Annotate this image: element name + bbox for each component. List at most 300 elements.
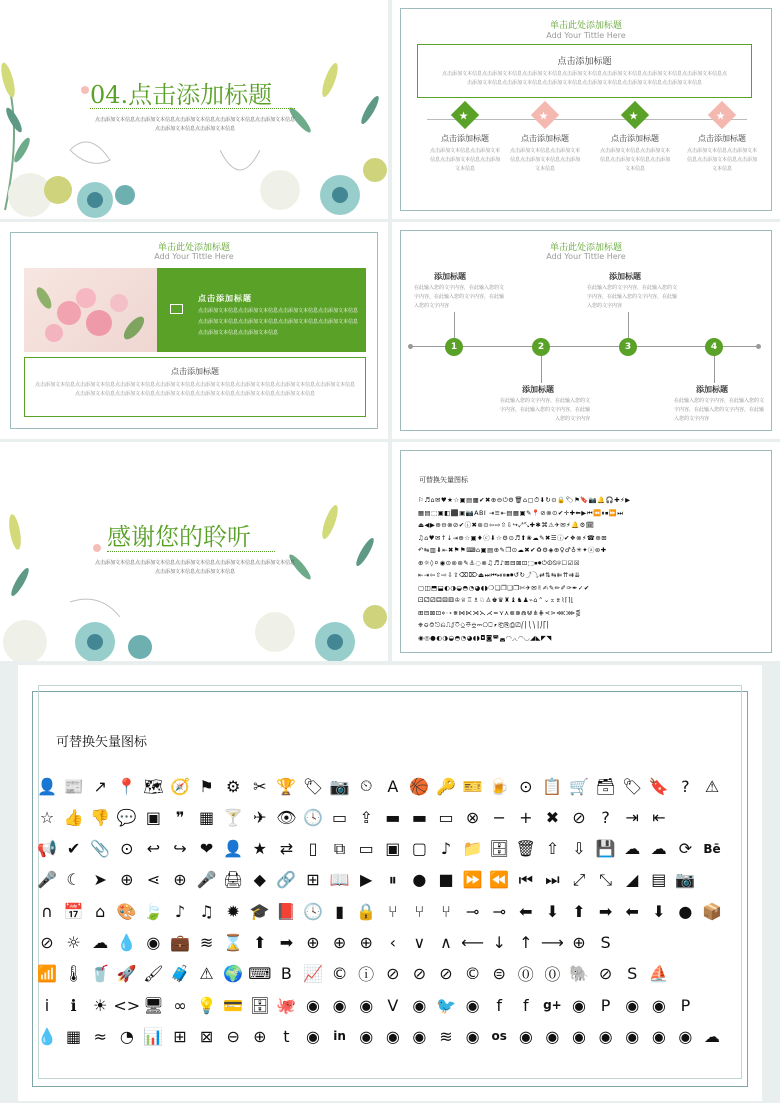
micro-row: ⚀⚁⚂⚃⚄⚅♔♕♖♗♘♙♚♛♜♝♞♟⌁⌂⌃⌄⌅⌆⌇⌈⌉⌊ <box>418 596 574 604</box>
star-icon: ★ <box>458 109 469 123</box>
vector-icon: 🗑 <box>515 839 536 859</box>
vector-icon: ★ <box>252 839 267 859</box>
micro-row: ⏏◀▶⊕⊖⊗⊘✔ⓘ✖⊛⊙⇦⇨⇧⇩↪⤢⤡✚✱⌘⚠✈✉⚡🔔⚙🗓 <box>418 521 595 529</box>
vector-icon: 🔖 <box>648 776 669 796</box>
vector-icon: ⓪ <box>517 965 534 985</box>
vector-icon: 📈 <box>303 964 323 984</box>
vector-icon: ↗ <box>93 776 107 796</box>
vector-icon: 📖 <box>329 870 350 890</box>
vector-icon: ⇪ <box>359 807 373 827</box>
icon-sheet-title: 可替换矢量图标 <box>419 476 468 484</box>
vector-icon: 📁 <box>462 839 483 859</box>
vector-icon: ≈ <box>93 1026 107 1046</box>
vector-icon: 🥤 <box>90 964 111 984</box>
connector <box>454 312 455 339</box>
vector-icon: g+ <box>543 998 562 1013</box>
star-icon: ★ <box>628 109 639 123</box>
vector-icon: A <box>387 776 399 796</box>
vector-icon: ⊗ <box>465 807 480 827</box>
vector-icon: ✹ <box>226 901 240 921</box>
vector-icon: 🎤 <box>37 870 57 890</box>
flower-illustration <box>24 268 157 352</box>
vector-icon: 🐙 <box>276 995 297 1015</box>
vector-icon: ↪ <box>173 839 187 859</box>
vector-icon: 💾 <box>595 839 616 859</box>
vector-icon: ⊕ <box>332 933 347 952</box>
vector-icon: ⟶ <box>540 933 564 952</box>
vector-icon: ℹ <box>70 995 77 1015</box>
vector-icon: ➡ <box>598 901 613 921</box>
vector-icon: ⊕ <box>359 933 373 952</box>
vector-icon: S <box>600 933 611 952</box>
vector-icon: ⬇ <box>545 901 560 921</box>
star-badge <box>621 101 649 129</box>
vector-icon: Bē <box>703 841 721 856</box>
vector-icon: ◉ <box>465 995 480 1015</box>
vector-icon: ⬅ <box>519 901 533 921</box>
vector-icon: ◢ <box>626 870 639 890</box>
vector-icon: ⊘ <box>412 964 427 984</box>
vector-icon: P <box>680 995 691 1015</box>
star-icon: ★ <box>538 109 549 123</box>
slide-icon-sheet-small[interactable] <box>392 442 780 661</box>
step-circle-3: 3 <box>619 338 637 356</box>
item-1 <box>420 105 510 174</box>
vector-icon: ☼ <box>66 933 81 952</box>
vector-icon: ▬ <box>411 807 427 827</box>
vector-icon: 🔑 <box>436 776 456 796</box>
vector-icon: 🌍 <box>223 964 244 984</box>
vector-icon: 🐦 <box>436 995 456 1015</box>
vector-icon: ▦ <box>66 1026 82 1046</box>
vector-icon: ◉ <box>306 995 320 1015</box>
bottom-box-text: 点击添加文本信息点击添加文本信息点击添加文本信息点击添加文本信息点击添加文本信息点击添加文本信息点击添加文本信息点击添加文本信息点击添加文本信息点击添加文本信息点击添加文本信息点击添加文本信息点击添加文本信息点击添加文本信息 <box>35 382 356 397</box>
vector-icon: 📕 <box>276 901 297 921</box>
vector-icon: ⇄ <box>279 839 294 859</box>
vector-icon: ◉ <box>651 995 666 1015</box>
micro-row: ⚐♬⌂✉♥★☆▣▤▦✔✖⊕⊖⏻⚙🗑⌂▢⏱⬇↻⊙🔒🏷⚑🔖📷🔔🎧✚⚡▶ <box>418 496 631 504</box>
vector-icon: ◉ <box>146 933 161 952</box>
vector-icon: ⓪ <box>544 965 561 985</box>
vector-icon: 🚀 <box>116 964 137 984</box>
vector-icon: ⑂ <box>387 901 398 921</box>
vector-icon: ◉ <box>625 995 640 1015</box>
vector-icon: 💡 <box>196 995 217 1015</box>
green-panel <box>157 268 366 352</box>
vector-icon: ◔ <box>119 1026 134 1046</box>
slide-four-items[interactable] <box>392 0 780 219</box>
micro-row: ▢◫⬒⬓◐◑◒◓◔◕◖◗❍❏❐❑❒✄✈✉✌✍✎✏✐✑✒✓✔ <box>418 583 590 592</box>
vector-icon: B <box>280 964 292 984</box>
vector-icon: ⇧ <box>545 839 560 859</box>
vector-icon: 💼 <box>170 933 190 952</box>
vector-icon: ⤢ <box>572 869 586 889</box>
vector-icon: ⊘ <box>40 933 54 952</box>
micro-row: ⇤⇥⇦⇧⇨⇩⇪⌫⌦⏏⏭⏮⏯⏸⏹⏺↺↻⤴⤵⇄⇅⇆⇇⇈⇉⇊ <box>418 571 581 579</box>
star-badge <box>451 101 479 129</box>
vector-icon: ▤ <box>651 870 667 890</box>
vector-icon: 🎤 <box>196 870 217 890</box>
vector-icon: ☆ <box>39 807 55 827</box>
vector-icon: ∞ <box>173 995 187 1015</box>
vector-icon: ◉ <box>465 1026 480 1046</box>
vector-icon: ▬ <box>385 807 401 827</box>
vector-icon: ? <box>601 807 610 827</box>
vector-icon: 🌡 <box>63 964 84 984</box>
vector-icon: 📊 <box>143 1026 164 1046</box>
item-title: 点击添加标题 <box>441 134 489 143</box>
slide-timeline[interactable] <box>392 222 780 439</box>
vector-icon: ≋ <box>439 1026 453 1046</box>
vector-icon: 🏷 <box>302 776 324 796</box>
connector <box>714 356 715 383</box>
step-body: 在此输入您的文字内容，在此输入您的文字内容，在此输入您的文字内容，在此输入您的文字内容 <box>674 398 765 422</box>
vector-icon: ◉ <box>572 995 586 1015</box>
vector-icon: 🖨 <box>223 870 244 890</box>
vector-icon: os <box>491 1029 507 1044</box>
slide-title: 单击此处添加标题 <box>549 243 622 253</box>
vector-icon: ⊘ <box>439 964 453 984</box>
vector-icon: ◆ <box>253 870 266 890</box>
item-title: 点击添加标题 <box>698 134 746 143</box>
vector-icon: 📷 <box>329 776 350 796</box>
vector-icon: ⏸ <box>388 869 397 889</box>
step-title: 添加标题 <box>434 272 466 281</box>
vector-icon: ◉ <box>359 1026 374 1046</box>
vector-icon: ☁ <box>704 1026 720 1046</box>
vector-icon: ⊠ <box>199 1026 214 1046</box>
vector-icon: ◉ <box>412 1026 427 1046</box>
vector-icon: ⇤ <box>652 807 666 827</box>
vector-icon: ◉ <box>572 1026 586 1046</box>
monitor-icon <box>170 304 183 314</box>
vector-icon: ⏭ <box>545 869 560 889</box>
vector-icon: 🗺 <box>143 776 164 796</box>
vector-icon: 👁 <box>276 807 297 827</box>
vector-icon: 📢 <box>37 839 57 859</box>
vector-icon: ‹ <box>389 933 396 952</box>
vector-icon: 🔗 <box>276 870 297 890</box>
green-panel-text: 点击添加文本信息点击添加文本信息点击添加文本信息点击添加文本信息点击添加文本信息点击添加文本信息点击添加文本信息点击添加文本信息点击添加文本信息点击添加文本信息 <box>198 308 359 336</box>
vector-icon: ⊘ <box>572 807 586 827</box>
vector-icon: + <box>519 807 533 827</box>
vector-icon: ◉ <box>625 1026 640 1046</box>
vector-icon: ⌂ <box>95 901 106 921</box>
vector-icon: 🏀 <box>409 776 430 796</box>
vector-icon: ⊕ <box>572 933 586 952</box>
vector-icon: 📶 <box>37 964 57 984</box>
item-title: 点击添加标题 <box>611 134 659 143</box>
vector-icon: ⌨ <box>248 964 272 984</box>
vector-icon: ◉ <box>518 1026 533 1046</box>
vector-icon: 📷 <box>675 870 696 890</box>
vector-icon: ⬅ <box>625 901 639 921</box>
thank-you-body: 点击添加文本信息点击添加文本信息点击添加文本信息点击添加文本信息点击添加文本信息点击添加文本信息点击添加文本信息 <box>95 560 296 575</box>
vector-icon: ∩ <box>41 901 53 921</box>
vector-icon: ♫ <box>199 901 214 921</box>
vector-icon: 🖥 <box>143 995 164 1015</box>
vector-icon: t <box>283 1026 290 1046</box>
vector-icon: ⓘ <box>358 965 375 985</box>
micro-row: ♫⌂♥✉↑↓⇥⊕☆▣♦ⓒ⬇☆⚙⊙♬⬆❀☁✎✖☰ⓘ✔❖⊗⚡☎⊕⊞ <box>418 533 608 542</box>
vector-icon: 💬 <box>116 807 137 827</box>
vector-icon: ⊞ <box>173 1026 187 1046</box>
vector-icon: ⊘ <box>598 964 613 984</box>
micro-icon-grid <box>418 494 763 644</box>
vector-icon: 📍 <box>116 776 137 796</box>
vector-icon: ▭ <box>332 807 348 827</box>
vector-icon: ⇥ <box>625 807 639 827</box>
section-title: 04.点击添加标题 <box>90 81 273 109</box>
vector-icon: ⊜ <box>492 964 506 984</box>
step-circle-4: 4 <box>705 338 723 356</box>
vector-icon: 🎨 <box>116 901 137 921</box>
vector-icon: ⚠ <box>704 776 720 796</box>
vector-icon: 🏷 <box>622 776 643 796</box>
vector-icon: ⏩ <box>462 870 483 890</box>
slide-icon-sheet-large[interactable] <box>18 665 762 1101</box>
step-text-3 <box>587 271 677 311</box>
vector-icon: ✈ <box>253 807 267 827</box>
micro-row: ⎈⎉⎊⎋⎌⎍⎎⎏⎐⎑⎒⎓⎔⎕⎖⎗⎘⎙⎚⎛⎜⎝⎞⎟⎠⎡⎢ <box>418 621 551 629</box>
vector-icon: ▶ <box>360 870 373 890</box>
item-4 <box>677 105 767 174</box>
vector-icon: <> <box>113 995 141 1015</box>
vector-icon: 👤 <box>37 776 57 796</box>
green-panel-title: 点击添加标题 <box>198 294 252 303</box>
vector-icon: ⏮ <box>518 869 533 889</box>
vector-icon: ◉ <box>598 1026 613 1046</box>
vector-icon: ⑂ <box>414 901 425 921</box>
vector-icon: 👤 <box>223 839 244 859</box>
timeline-dot-left <box>408 344 413 349</box>
slide-section-title[interactable] <box>0 0 388 219</box>
vector-icon: ⑂ <box>441 901 451 921</box>
vector-icon: ▦ <box>199 807 215 827</box>
micro-row: ⊕☼◊⚪◉⊙⊚⊛✎⚓◌⊗♫♬♪⊞⊟⊠⊡⬚⏹⏺⏻⏼⍉⍟☐☑☒ <box>418 558 581 567</box>
vector-icon: ⊸ <box>492 901 506 921</box>
vector-icon: ⚙ <box>226 776 241 796</box>
vector-icon: ☾ <box>66 870 81 890</box>
vector-icon: © <box>331 964 348 984</box>
item-2 <box>500 105 590 174</box>
bottom-box-title: 点击添加标题 <box>171 367 219 376</box>
vector-icon: 🖌 <box>143 964 164 984</box>
vector-icon: ⏪ <box>489 870 510 890</box>
vector-icon: ◉ <box>359 995 374 1015</box>
vector-icon: 👍 <box>63 807 84 827</box>
vector-icon: ∧ <box>440 933 452 952</box>
vector-icon: 📅 <box>63 901 84 921</box>
vector-icon: P <box>600 995 611 1015</box>
vector-icon: ⬆ <box>253 933 267 952</box>
vector-icon: ⚠ <box>199 964 214 984</box>
vector-icon: ⊕ <box>120 870 134 890</box>
vector-icon: f <box>522 995 529 1015</box>
vector-icon: ⬆ <box>572 901 586 921</box>
vector-icon: ✔ <box>66 839 81 859</box>
item-text: 点击添加文本信息点击添加文本信息点击添加文本信息点击添加文本信息 <box>510 148 581 172</box>
star-badge <box>708 101 736 129</box>
vector-icon: 🗄 <box>249 995 270 1015</box>
vector-icon: 🏆 <box>276 776 297 796</box>
connector <box>628 312 629 339</box>
vector-icon: 📦 <box>702 901 722 921</box>
vector-icon: 🎓 <box>249 901 270 921</box>
vector-icon: ▢ <box>411 839 427 859</box>
vector-icon: ∨ <box>413 933 426 952</box>
vector-icon: ⬇ <box>652 901 666 921</box>
vector-icon: 🕓 <box>303 901 323 921</box>
micro-row: ⊞⊟⊠⊡⋄⋅⋆⋇⋈⋉⋊⋋⋌⋍⋎⋏⋐⋑⋒⋓⋔⋕⋖⋗⋘⋙⋚ <box>418 608 582 617</box>
vector-icon: ▣ <box>385 839 401 859</box>
vector-icon: 🔒 <box>356 901 377 921</box>
vector-icon: ? <box>681 776 690 796</box>
vector-icon: ◉ <box>332 995 347 1015</box>
item-3 <box>590 105 680 174</box>
vector-icon: ⚑ <box>199 776 214 796</box>
vector-icon: ◉ <box>545 1026 560 1046</box>
vector-icon: ➤ <box>93 870 107 890</box>
vector-icon: ⊕ <box>253 1026 267 1046</box>
vector-icon: ⏲ <box>359 776 373 795</box>
vector-icon: 📎 <box>90 839 111 859</box>
star-badge <box>531 101 559 129</box>
micro-row: ↶⇆▥⬇⇤✖⚑⚑⌨⌂▣▤⊕✎❐⊙☁✖✔♻⚙◈⊕♀♂♁✳✦ⓐ⊜✚ <box>418 546 607 554</box>
vector-icon: ◉ <box>306 1026 320 1046</box>
vector-icon: 🕓 <box>303 807 323 827</box>
bottom-box <box>24 357 366 417</box>
vector-icon: ▯ <box>308 839 318 859</box>
vector-icon: ❤ <box>199 839 214 859</box>
icon-grid <box>36 775 746 1045</box>
vector-icon: ◉ <box>412 995 427 1015</box>
vector-icon: − <box>492 807 506 827</box>
vector-icon: ⟵ <box>461 933 485 952</box>
vector-icon: ♪ <box>440 839 452 859</box>
summary-box-title: 点击添加标题 <box>557 57 612 67</box>
vector-icon: ▭ <box>358 839 374 859</box>
summary-box-text: 点击添加文本信息点击添加文本信息点击添加文本信息点击添加文本信息点击添加文本信息点击添加文本信息点击添加文本信息点击添加文本信息点击添加文本信息点击添加文本信息点击添加文本信息点击添加文本信息点击添加文本信息 <box>441 71 727 86</box>
step-title: 添加标题 <box>522 385 554 394</box>
title-underline <box>90 108 295 110</box>
vector-icon: ☁ <box>624 839 641 859</box>
vector-icon: ✖ <box>545 807 560 827</box>
vector-icon: 📋 <box>542 776 563 796</box>
slide-subtitle: Add Your Tittle Here <box>546 252 626 261</box>
step-text-2 <box>500 384 590 424</box>
vector-icon: ▣ <box>145 807 161 827</box>
vector-icon: ⊘ <box>386 964 400 984</box>
vector-icon: 🎫 <box>462 776 483 796</box>
vector-icon: ● <box>678 901 693 921</box>
vector-icon: 💧 <box>37 1026 57 1046</box>
timeline-dot-right <box>756 344 761 349</box>
vector-icon: ≋ <box>199 933 214 952</box>
slide-thank-you[interactable] <box>0 442 388 661</box>
step-body: 在此输入您的文字内容，在此输入您的文字内容，在此输入您的文字内容，在此输入您的文字内容 <box>414 285 505 309</box>
vector-icon: ◉ <box>385 1026 400 1046</box>
vector-icon: ⟳ <box>678 839 693 859</box>
vector-icon: ⊙ <box>519 776 533 796</box>
vector-icon: 🍺 <box>489 776 510 796</box>
vector-icon: ⤡ <box>599 869 612 889</box>
vector-icon: ⊸ <box>465 901 480 921</box>
vector-icon: 🧭 <box>170 776 190 796</box>
vector-icon: ➡ <box>279 933 294 952</box>
star-icon: ★ <box>715 109 726 123</box>
item-text: 点击添加文本信息点击添加文本信息点击添加文本信息点击添加文本信息 <box>600 148 671 172</box>
slide-photo-panel[interactable] <box>0 222 388 439</box>
vector-icon: i <box>44 995 50 1015</box>
vector-icon: V <box>387 995 399 1015</box>
vector-icon: 📰 <box>63 776 84 796</box>
thank-you-title: 感谢您的聆听 <box>107 523 251 551</box>
vector-icon: ⊖ <box>226 1026 240 1046</box>
vector-icon: ⊙ <box>120 839 134 859</box>
vector-icon: in <box>333 1029 346 1044</box>
vector-icon: ◉ <box>651 1026 666 1046</box>
vector-icon: 💧 <box>116 933 137 952</box>
vector-icon: ▭ <box>438 807 454 827</box>
vector-icon: S <box>627 964 638 984</box>
vector-icon: ✂ <box>253 776 267 796</box>
vector-icon: 🧳 <box>170 964 190 984</box>
item-text: 点击添加文本信息点击添加文本信息点击添加文本信息点击添加文本信息 <box>687 148 758 172</box>
slide-subtitle: Add Your Tittle Here <box>154 252 234 261</box>
icon-sheet-title: 可替换矢量图标 <box>56 735 148 750</box>
vector-icon: 💳 <box>223 995 244 1015</box>
vector-icon: ⇩ <box>572 839 586 859</box>
vector-icon: ● <box>412 870 427 890</box>
vector-icon: ◉ <box>678 1026 693 1046</box>
vector-icon: © <box>464 964 481 984</box>
vector-icon: 🍃 <box>143 901 164 921</box>
vector-icon: f <box>496 995 502 1015</box>
step-title: 添加标题 <box>609 272 641 281</box>
step-circle-2: 2 <box>532 338 550 356</box>
vector-icon: ♪ <box>174 901 186 921</box>
vector-icon: ↩ <box>146 839 161 859</box>
vector-icon: ⧉ <box>333 838 346 858</box>
vector-icon: 👎 <box>90 807 111 827</box>
vector-icon: ⊞ <box>306 870 320 890</box>
vector-icon: ⊕ <box>306 933 320 952</box>
micro-row: ▦▤⬚▣◧⬛▣📷ABI ⇥≡⇤▤▦▣✎📍⊘⊗⊙✔✛✚⬅▶⏮⏪⏸⏹⏩⏭ <box>418 508 624 517</box>
vector-icon: 🗃 <box>595 776 616 796</box>
step-text-4 <box>674 384 764 424</box>
slide-title: 单击此处添加标题 <box>549 21 622 31</box>
step-title: 添加标题 <box>696 385 728 394</box>
item-text: 点击添加文本信息点击添加文本信息点击添加文本信息点击添加文本信息 <box>430 148 501 172</box>
connector <box>541 356 542 383</box>
vector-icon: ☁ <box>650 839 667 859</box>
vector-icon: ❞ <box>175 807 185 827</box>
vector-icon: ⊕ <box>173 870 187 890</box>
step-circle-1: 1 <box>445 338 463 356</box>
title-underline <box>107 551 275 552</box>
slide-title: 单击此处添加标题 <box>157 243 230 253</box>
step-text-1 <box>414 271 504 311</box>
vector-icon: ▮ <box>335 901 344 921</box>
step-body: 在此输入您的文字内容，在此输入您的文字内容，在此输入您的文字内容，在此输入您的文字内容 <box>500 398 591 422</box>
vector-icon: ↑ <box>519 933 533 952</box>
item-title: 点击添加标题 <box>521 134 569 143</box>
vector-icon: ⛵ <box>648 964 669 984</box>
vector-icon: ⋖ <box>146 870 161 890</box>
section-body: 点击添加文本信息点击添加文本信息点击添加文本信息点击添加文本信息点击添加文本信息点击添加文本信息点击添加文本信息 <box>95 117 296 132</box>
micro-row: ◉◎●◐◑◒◓◔◕◖◗◘◙◚◛◜◝◞◟◠◡◢◣◤◥ <box>418 633 552 642</box>
